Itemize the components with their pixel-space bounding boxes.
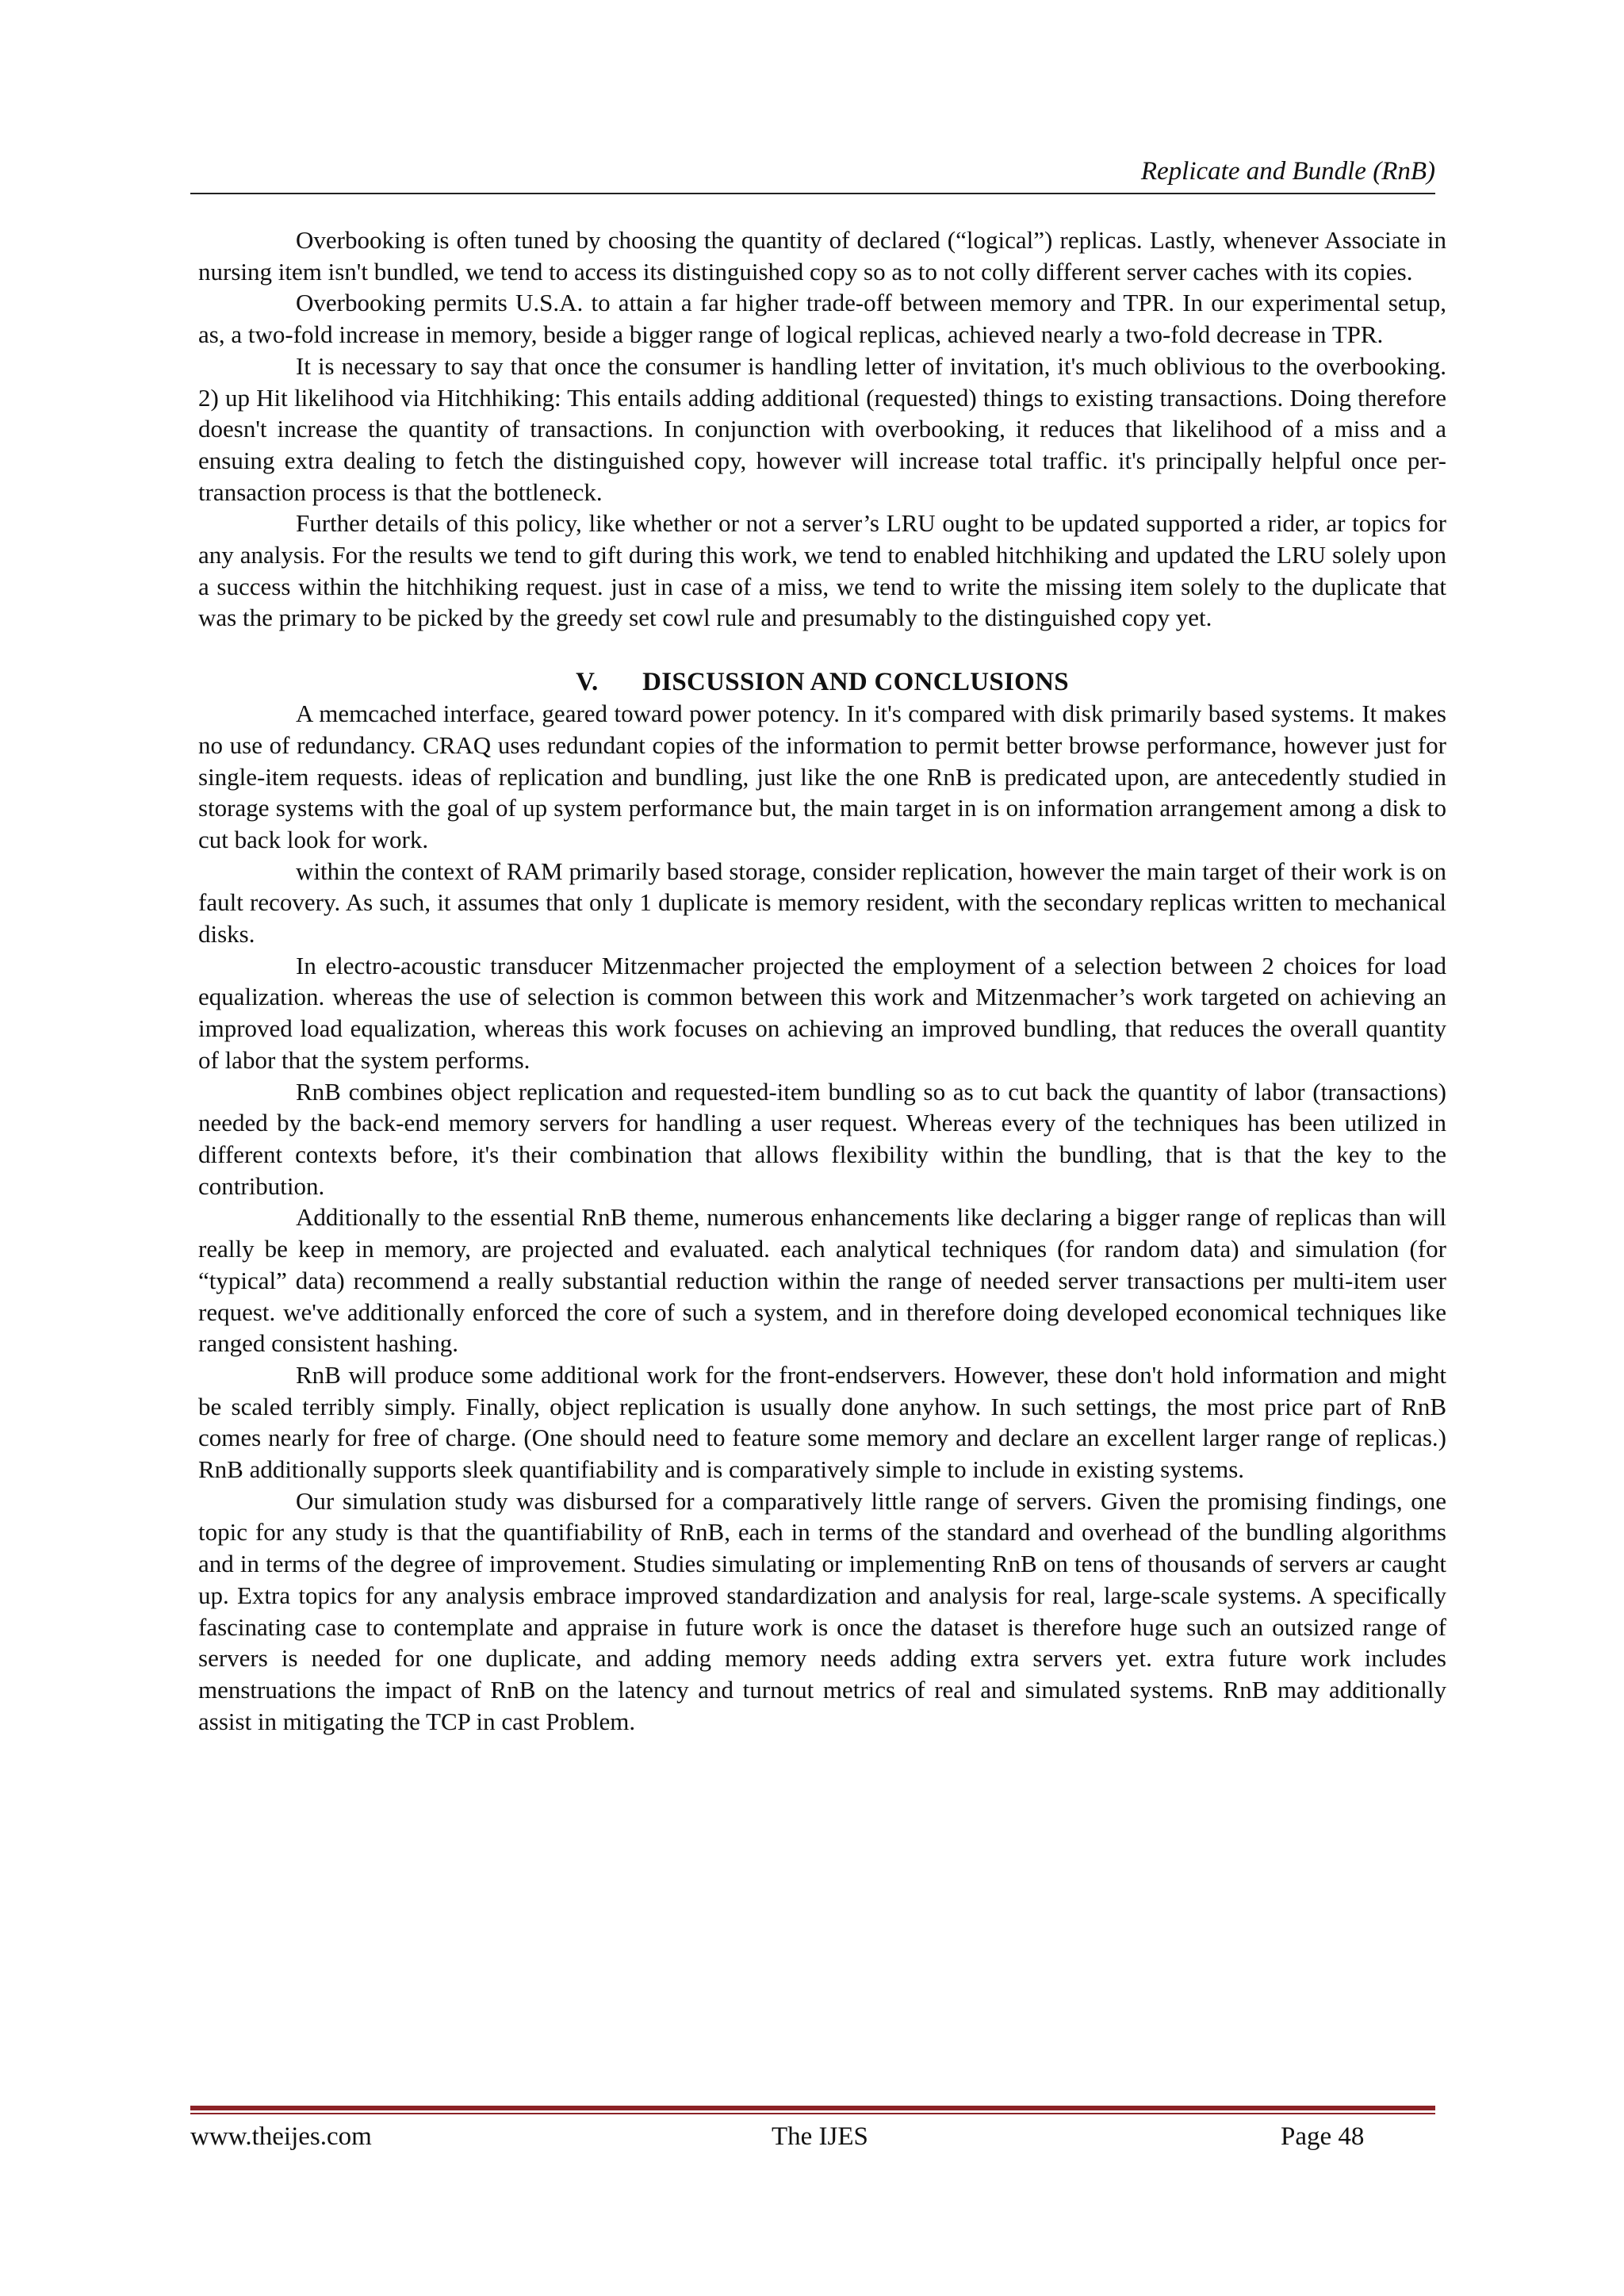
paragraph: In electro-acoustic transducer Mitzenmacher projected the employment of a selection between 2 choices for load equalization. whereas the use of selection is common between this work and Mitzenmacher’s work targeted on achieving an improved load equalization, whereas this work focuses on achieving an improved bundling, that reduces the overall quantity of labor that the system performs. [198, 951, 1446, 1074]
footer-rule-thin [190, 2113, 1435, 2114]
footer-website-link[interactable]: www.theijes.com [190, 2122, 372, 2151]
paragraph: RnB will produce some additional work for the front-endservers. However, these don't hold information and might be scaled terribly simply. Finally, object replication is usually done anyhow. In such settings, the most price part of RnB comes nearly for free of charge. (One should need to feature some memory and declare an excellent larger range of replicas.) RnB additionally supports sleek quantifiability and is comparatively simple to include in existing systems. [198, 1360, 1446, 1484]
paragraph: Further details of this policy, like whether or not a server’s LRU ought to be updated supported a rider, ar topics for any analysis. For the results we tend to gift during this work, we tend to enabled hitchhiking and updated the LRU solely upon a success within the hitchhiking request. just in case of a miss, we tend to write the missing item solely to the duplicate that was the primary to be picked by the greedy set cowl rule and presumably to the distinguished copy yet. [198, 509, 1446, 632]
paragraph: RnB combines object replication and requested-item bundling so as to cut back the quantity of labor (transactions) needed by the back-end memory servers for handling a user request. Whereas every of the techniques has been utilized in different contexts before, it's their combination that allows flexibility within the bundling, that is that the key to the contribution. [198, 1077, 1446, 1200]
footer-page-number: Page 48 [1281, 2122, 1365, 2151]
footer-journal-name: The IJES [772, 2122, 868, 2151]
paragraph: Additionally to the essential RnB theme, numerous enhancements like declaring a bigger range of replicas than will really be keep in memory, are projected and evaluated. each analytical techniques (for random data) and simulation (for “typical” data) recommend a really substantial reduction within the range of needed server transactions per multi-item user request. we've additionally enforced the core of such a system, and in therefore doing developed economical techniques like ranged consistent hashing. [198, 1203, 1446, 1358]
running-header-title: Replicate and Bundle (RnB) [1140, 157, 1435, 186]
paragraph: A memcached interface, geared toward power potency. In it's compared with disk primarily based systems. It makes no use of redundancy. CRAQ uses redundant copies of the information to permit better browse performance, however just for single-item requests. ideas of replication and bundling, just like the one RnB is predicated upon, are antecedently studied in storage systems with the goal of up system performance but, the main target in is on information arrangement among a disk to cut back look for work. [198, 700, 1446, 853]
header-rule [190, 193, 1435, 194]
footer-rule-thick [190, 2106, 1435, 2110]
paragraph: Overbooking is often tuned by choosing the quantity of declared (“logical”) replicas. Lastly, whenever Associate in nursing item isn't bundled, we tend to access its distinguished copy so as to not colly different server caches with its copies. [198, 226, 1446, 286]
section-title: DISCUSSION AND CONCLUSIONS [642, 668, 1069, 697]
article-body [198, 224, 1446, 1737]
paragraph: It is necessary to say that once the consumer is handling letter of invitation, it's much oblivious to the overbooking. 2) up Hit likelihood via Hitchhiking: This entails adding additional (requested) things to existing transactions. Doing therefore doesn't increase the quantity of transactions. In conjunction with overbooking, it reduces that likelihood of a miss and a ensuing extra dealing to fetch the distinguished copy, however will increase total traffic. it's principally helpful once per-transaction process is that the bottleneck. [198, 351, 1446, 506]
paragraph: Overbooking permits U.S.A. to attain a far higher trade-off between memory and TPR. In our experimental setup, as, a two-fold increase in memory, beside a bigger range of logical replicas, achieved nearly a two-fold decrease in TPR. [198, 289, 1446, 349]
paragraph: Our simulation study was disbursed for a comparatively little range of servers. Given the promising findings, one topic for any study is that the quantifiability of RnB, each in terms of the standard and overhead of the bundling algorithms and in terms of the degree of improvement. Studies simulating or implementing RnB on tens of thousands of servers ar caught up. Extra topics for any analysis embrace improved standardization and analysis for real, large-scale systems. A specifically fascinating case to contemplate and appraise in future work is once the dataset is therefore huge such an outsized range of servers is needed for one duplicate, and adding memory needs adding extra servers yet. extra future work includes menstruations the impact of RnB on the latency and turnout metrics of real and simulated systems. RnB may additionally assist in mitigating the TCP in cast Problem. [198, 1486, 1446, 1735]
section-heading [198, 666, 1446, 698]
paragraph: within the context of RAM primarily based storage, consider replication, however the main target of their work is on fault recovery. As such, it assumes that only 1 duplicate is memory resident, with the secondary replicas written to mechanical disks. [198, 857, 1446, 949]
section-number: V. [576, 668, 599, 697]
